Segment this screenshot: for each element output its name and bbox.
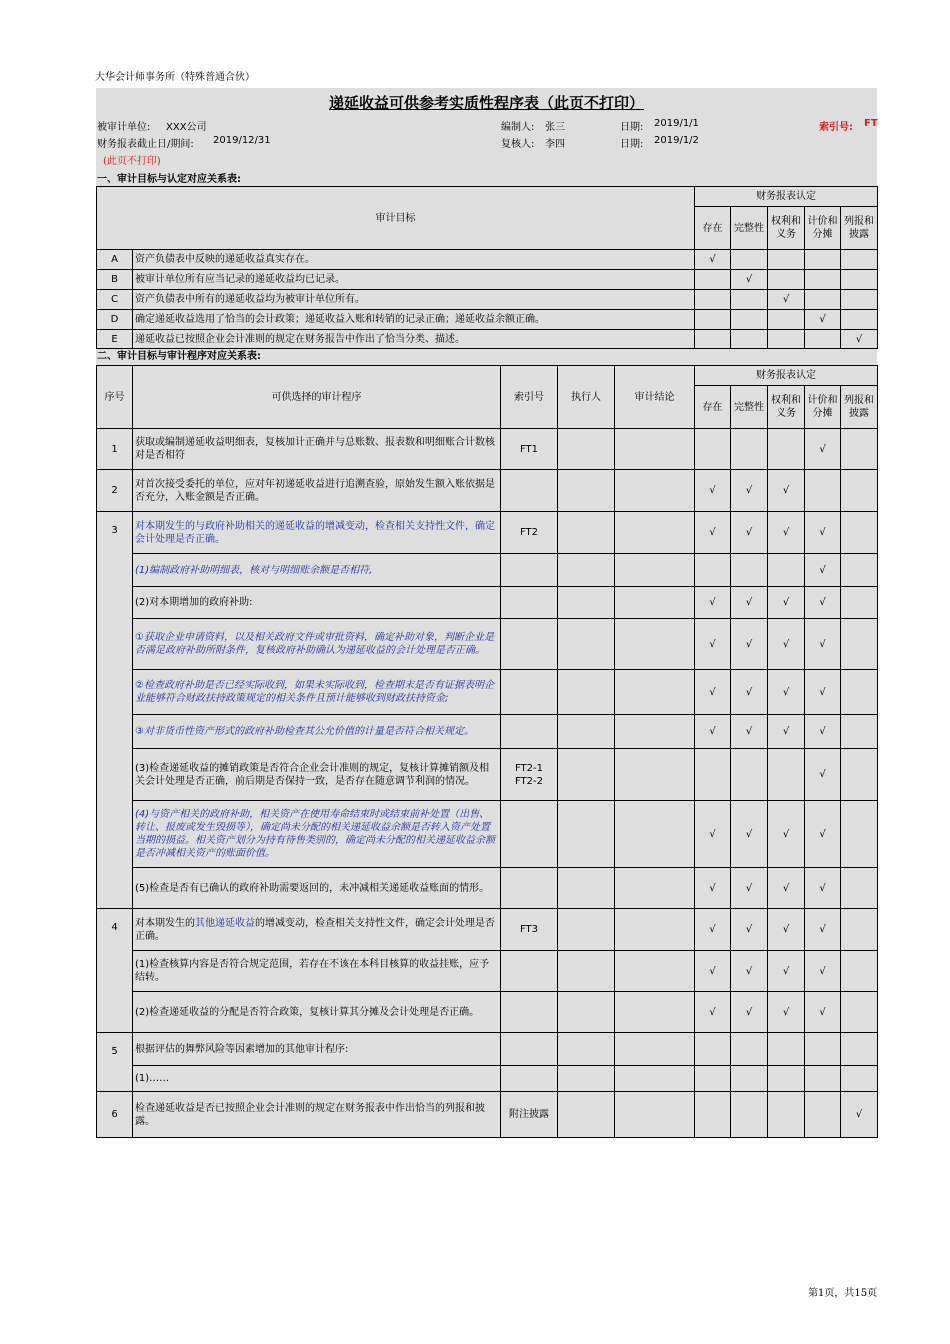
conclusion-cell: [615, 992, 695, 1033]
index-ref: [501, 619, 558, 670]
sheet-header: [96, 88, 877, 186]
check-mark: √: [805, 749, 841, 801]
table-row: [97, 909, 878, 951]
check-mark: [841, 310, 878, 330]
check-mark: √: [731, 992, 768, 1033]
table-row: [97, 715, 878, 749]
check-mark: [768, 270, 805, 290]
objective-text: 资产负债表中所有的递延收益均为被审计单位所有。: [133, 290, 695, 310]
check-mark: √: [805, 992, 841, 1033]
check-mark: √: [805, 429, 841, 470]
procedure-text: (2)对本期增加的政府补助:: [133, 587, 501, 619]
check-mark: √: [805, 670, 841, 715]
table-row: [97, 1092, 878, 1138]
index-ref: FT2: [501, 512, 558, 554]
procedure-text-part: 对本期发生的: [135, 917, 195, 929]
check-mark: [731, 1033, 768, 1066]
check-mark: √: [731, 951, 768, 992]
check-mark: [841, 470, 878, 512]
table-row: [97, 250, 878, 270]
seq-header: 序号: [97, 366, 133, 429]
assertion-header: 计价和分摊: [805, 386, 841, 429]
check-mark: [841, 992, 878, 1033]
table-row: [97, 470, 878, 512]
conclusion-cell: [615, 587, 695, 619]
row-seq: 4: [97, 909, 133, 1033]
check-mark: [731, 1092, 768, 1138]
page-number: 第1页，共15页: [808, 1288, 878, 1299]
check-mark: [695, 310, 731, 330]
conclusion-cell: [615, 1033, 695, 1066]
check-mark: √: [731, 868, 768, 909]
table-row: [97, 619, 878, 670]
procedure-text: 获取或编制递延收益明细表，复核加计正确并与总账数、报表数和明细账合计数核对是否相符: [133, 429, 501, 470]
check-mark: [731, 1066, 768, 1092]
objective-code: A: [97, 250, 133, 270]
check-mark: [805, 250, 841, 270]
executor-cell: [558, 587, 615, 619]
index-ref: [501, 1033, 558, 1066]
check-mark: √: [731, 801, 768, 868]
check-mark: [695, 554, 731, 587]
check-mark: [805, 1066, 841, 1092]
objective-code: C: [97, 290, 133, 310]
conclusion-cell: [615, 951, 695, 992]
conclusion-cell: [615, 470, 695, 512]
index-ref: [501, 670, 558, 715]
objective-code: D: [97, 310, 133, 330]
assertion-header: 权利和义务: [768, 386, 805, 429]
worksheet: [96, 88, 877, 1138]
check-mark: [841, 868, 878, 909]
check-mark: [768, 749, 805, 801]
procedure-text: (5)检查是否有已确认的政府补助需要返回的，未冲减相关递延收益账面的情形。: [133, 868, 501, 909]
check-mark: [768, 1092, 805, 1138]
executor-cell: [558, 1092, 615, 1138]
check-mark: √: [768, 992, 805, 1033]
check-mark: √: [731, 909, 768, 951]
index-ref: [501, 470, 558, 512]
check-mark: √: [805, 554, 841, 587]
check-mark: [768, 429, 805, 470]
objective-procedure-table: [96, 365, 878, 1138]
index-ref: [501, 868, 558, 909]
preparer-value: 张三: [545, 122, 565, 133]
procedure-text: (1)……: [133, 1066, 501, 1092]
conclusion-cell: [615, 619, 695, 670]
check-mark: [695, 1033, 731, 1066]
section2-title: 二、审计目标与审计程序对应关系表:: [96, 349, 877, 365]
index-ref: [501, 1066, 558, 1092]
check-mark: √: [731, 670, 768, 715]
assertion-header: 完整性: [731, 207, 768, 250]
executor-cell: [558, 512, 615, 554]
check-mark: [731, 250, 768, 270]
check-mark: √: [805, 951, 841, 992]
check-mark: [841, 512, 878, 554]
objective-code: E: [97, 330, 133, 349]
check-mark: √: [805, 909, 841, 951]
check-mark: √: [695, 587, 731, 619]
check-mark: √: [768, 801, 805, 868]
procedure-text-part: 的增减变动，检查相关支持性文件，确定会计处理是否正确。: [135, 917, 495, 942]
index-value: FT: [864, 118, 878, 129]
table-row: [97, 554, 878, 587]
check-mark: √: [805, 619, 841, 670]
table-row: [97, 1033, 878, 1066]
check-mark: √: [695, 250, 731, 270]
check-mark: √: [695, 512, 731, 554]
row-seq: 6: [97, 1092, 133, 1138]
objective-text: 资产负债表中反映的递延收益真实存在。: [133, 250, 695, 270]
assertion-header: 列报和披露: [841, 207, 878, 250]
date2-label: 日期:: [620, 139, 644, 150]
procedure-text: (4)与资产相关的政府补助，相关资产在使用寿命结束时或结束前补处置（出售、转让、报废或发生毁损等），确定尚未分配的相关递延收益余额是否转入资产处置当期的损益。相关资产划分为持有待售类别的，确定尚未分配的相关递延收益余额是否冲减相关资产的账面价值。: [133, 801, 501, 868]
check-mark: √: [731, 715, 768, 749]
no-print-note: (此页不打印): [103, 156, 161, 167]
procedure-text: (3)检查递延收益的摊销政策是否符合企业会计准则的规定，复核计算摊销额及相关会计处理是否正确，前后期是否保持一致，是否存在随意调节利润的情况。: [133, 749, 501, 801]
check-mark: √: [768, 909, 805, 951]
check-mark: [805, 270, 841, 290]
check-mark: √: [731, 512, 768, 554]
procedure-text: 对首次接受委托的单位，应对年初递延收益进行追溯查验，原始发生额入账依据是否充分，入账金额是否正确。: [133, 470, 501, 512]
check-mark: √: [731, 619, 768, 670]
objective-code: B: [97, 270, 133, 290]
check-mark: [841, 1033, 878, 1066]
index-ref: [501, 587, 558, 619]
period-value: 2019/12/31: [213, 135, 271, 146]
check-mark: [768, 330, 805, 349]
row-seq: 3: [97, 512, 133, 909]
check-mark: √: [768, 715, 805, 749]
check-mark: [731, 429, 768, 470]
check-mark: [695, 749, 731, 801]
check-mark: [805, 1092, 841, 1138]
executor-cell: [558, 868, 615, 909]
executor-cell: [558, 429, 615, 470]
check-mark: [731, 749, 768, 801]
table-row: [97, 290, 878, 310]
procedure-text: (2)检查递延收益的分配是否符合政策，复核计算其分摊及会计处理是否正确。: [133, 992, 501, 1033]
check-mark: [731, 310, 768, 330]
executor-cell: [558, 715, 615, 749]
check-mark: [841, 619, 878, 670]
index-ref: FT3: [501, 909, 558, 951]
check-mark: √: [768, 512, 805, 554]
conclusion-cell: [615, 670, 695, 715]
check-mark: √: [695, 868, 731, 909]
check-mark: [768, 250, 805, 270]
check-mark: [731, 290, 768, 310]
executor-cell: [558, 992, 615, 1033]
check-mark: [805, 1033, 841, 1066]
objective-assertion-table: [96, 186, 878, 349]
check-mark: [841, 1066, 878, 1092]
conclusion-cell: [615, 801, 695, 868]
check-mark: √: [695, 992, 731, 1033]
check-mark: √: [695, 801, 731, 868]
entity-value: XXX公司: [166, 122, 207, 133]
check-mark: [695, 330, 731, 349]
check-mark: √: [768, 619, 805, 670]
check-mark: √: [731, 470, 768, 512]
conclusion-cell: [615, 909, 695, 951]
check-mark: [695, 429, 731, 470]
check-mark: √: [695, 619, 731, 670]
check-mark: √: [841, 1092, 878, 1138]
check-mark: [841, 587, 878, 619]
check-mark: √: [805, 310, 841, 330]
index-ref: [501, 715, 558, 749]
row-seq: 1: [97, 429, 133, 470]
table-row: [97, 868, 878, 909]
executor-header: 执行人: [558, 366, 615, 429]
date1-value: 2019/1/1: [654, 118, 699, 129]
conclusion-cell: [615, 512, 695, 554]
executor-cell: [558, 470, 615, 512]
check-mark: [841, 749, 878, 801]
table-row: [97, 587, 878, 619]
reviewer-value: 李四: [545, 139, 565, 150]
executor-cell: [558, 951, 615, 992]
page-title: 递延收益可供参考实质性程序表（此页不打印）: [328, 94, 644, 112]
index-ref: [501, 554, 558, 587]
objective-header: 审计目标: [97, 187, 695, 250]
conclusion-cell: [615, 1066, 695, 1092]
check-mark: √: [805, 801, 841, 868]
check-mark: √: [768, 470, 805, 512]
check-mark: √: [768, 868, 805, 909]
conclusion-header: 审计结论: [615, 366, 695, 429]
conclusion-cell: [615, 1092, 695, 1138]
conclusion-cell: [615, 868, 695, 909]
check-mark: √: [768, 290, 805, 310]
executor-cell: [558, 1033, 615, 1066]
check-mark: [841, 429, 878, 470]
preparer-label: 编制人:: [501, 122, 535, 133]
check-mark: √: [768, 670, 805, 715]
check-mark: [805, 290, 841, 310]
check-mark: [841, 801, 878, 868]
executor-cell: [558, 619, 615, 670]
check-mark: √: [695, 909, 731, 951]
procedure-text: (1)编制政府补助明细表，核对与明细账余额是否相符,: [133, 554, 501, 587]
procedure-text: 对本期发生的与政府补助相关的递延收益的增减变动，检查相关支持性文件，确定会计处理是否正确。: [133, 512, 501, 554]
check-mark: √: [805, 868, 841, 909]
objective-text: 确定递延收益选用了恰当的会计政策；递延收益入账和转销的记录正确；递延收益余额正确。: [133, 310, 695, 330]
table-row: [97, 801, 878, 868]
conclusion-cell: [615, 715, 695, 749]
conclusion-cell: [615, 429, 695, 470]
check-mark: √: [695, 951, 731, 992]
table-row: [97, 670, 878, 715]
firm-name: 大华会计师事务所（特殊普通合伙）: [95, 72, 255, 83]
assertion-header: 存在: [695, 386, 731, 429]
executor-cell: [558, 749, 615, 801]
check-mark: [695, 1066, 731, 1092]
index-label: 索引号:: [819, 122, 853, 133]
index-ref: [501, 801, 558, 868]
procedure-text: ①获取企业申请资料，以及相关政府文件或审批资料，确定补助对象，判断企业是否满足政府补助所附条件，复核政府补助确认为递延收益的会计处理是否正确。: [133, 619, 501, 670]
date1-label: 日期:: [620, 122, 644, 133]
row-seq: 5: [97, 1033, 133, 1092]
check-mark: [841, 670, 878, 715]
check-mark: √: [805, 587, 841, 619]
check-mark: [768, 1066, 805, 1092]
assertion-header: 完整性: [731, 386, 768, 429]
check-mark: √: [695, 670, 731, 715]
check-mark: [841, 250, 878, 270]
assertions-group-header: 财务报表认定: [695, 187, 878, 207]
reviewer-label: 复核人:: [501, 139, 535, 150]
check-mark: [805, 330, 841, 349]
table-row: [97, 951, 878, 992]
table-row: [97, 1066, 878, 1092]
row-seq: 2: [97, 470, 133, 512]
check-mark: √: [768, 587, 805, 619]
assertion-header: 列报和披露: [841, 386, 878, 429]
index-ref: 附注披露: [501, 1092, 558, 1138]
table-row: [97, 429, 878, 470]
check-mark: √: [695, 715, 731, 749]
executor-cell: [558, 554, 615, 587]
check-mark: [695, 290, 731, 310]
assertion-header: 计价和分摊: [805, 207, 841, 250]
executor-cell: [558, 670, 615, 715]
check-mark: [841, 951, 878, 992]
table-row: [97, 310, 878, 330]
date2-value: 2019/1/2: [654, 135, 699, 146]
executor-cell: [558, 909, 615, 951]
check-mark: √: [805, 512, 841, 554]
conclusion-cell: [615, 554, 695, 587]
table-row: [97, 992, 878, 1033]
executor-cell: [558, 801, 615, 868]
check-mark: [805, 470, 841, 512]
check-mark: [768, 554, 805, 587]
check-mark: √: [731, 587, 768, 619]
check-mark: [768, 310, 805, 330]
check-mark: √: [805, 715, 841, 749]
table-row: [97, 330, 878, 349]
procedure-text: ③对非货币性资产形式的政府补助检查其公允价值的计量是否符合相关规定。: [133, 715, 501, 749]
procedure-header: 可供选择的审计程序: [133, 366, 501, 429]
check-mark: [731, 330, 768, 349]
check-mark: √: [731, 270, 768, 290]
index-ref: FT1: [501, 429, 558, 470]
conclusion-cell: [615, 749, 695, 801]
check-mark: [841, 909, 878, 951]
check-mark: [841, 715, 878, 749]
objective-text: 递延收益已按照企业会计准则的规定在财务报告中作出了恰当分类、描述。: [133, 330, 695, 349]
executor-cell: [558, 1066, 615, 1092]
table-row: [97, 512, 878, 554]
table-row: [97, 749, 878, 801]
check-mark: [695, 270, 731, 290]
procedure-text: 检查递延收益是否已按照企业会计准则的规定在财务报表中作出恰当的列报和披露。: [133, 1092, 501, 1138]
assertion-header: 权利和义务: [768, 207, 805, 250]
procedure-text: [133, 909, 501, 951]
check-mark: [841, 270, 878, 290]
objective-text: 被审计单位所有应当记录的递延收益均已记录。: [133, 270, 695, 290]
period-label: 财务报表截止日/期间:: [97, 139, 194, 150]
index-header: 索引号: [501, 366, 558, 429]
index-ref: [501, 992, 558, 1033]
check-mark: [695, 1092, 731, 1138]
procedure-text: (1)检查核算内容是否符合规定范围，若存在不该在本科目核算的收益挂账，应予结转。: [133, 951, 501, 992]
index-ref: FT2-1 FT2-2: [501, 749, 558, 801]
procedure-text: ②检查政府补助是否已经实际收到，如果未实际收到，检查期末是否有证据表明企业能够符合财政扶持政策规定的相关条件且预计能够收到财政扶持资金;: [133, 670, 501, 715]
check-mark: [841, 290, 878, 310]
check-mark: [731, 554, 768, 587]
check-mark: √: [841, 330, 878, 349]
index-ref: [501, 951, 558, 992]
check-mark: √: [695, 470, 731, 512]
assertion-header: 存在: [695, 207, 731, 250]
section1-title: 一、审计目标与认定对应关系表:: [97, 174, 241, 185]
check-mark: [768, 1033, 805, 1066]
entity-label: 被审计单位:: [97, 122, 151, 133]
assertions-group-header: 财务报表认定: [695, 366, 878, 386]
procedure-text-part: 其他递延收益: [195, 917, 255, 929]
check-mark: √: [768, 951, 805, 992]
procedure-text: 根据评估的舞弊风险等因素增加的其他审计程序:: [133, 1033, 501, 1066]
check-mark: [841, 554, 878, 587]
table-row: [97, 270, 878, 290]
